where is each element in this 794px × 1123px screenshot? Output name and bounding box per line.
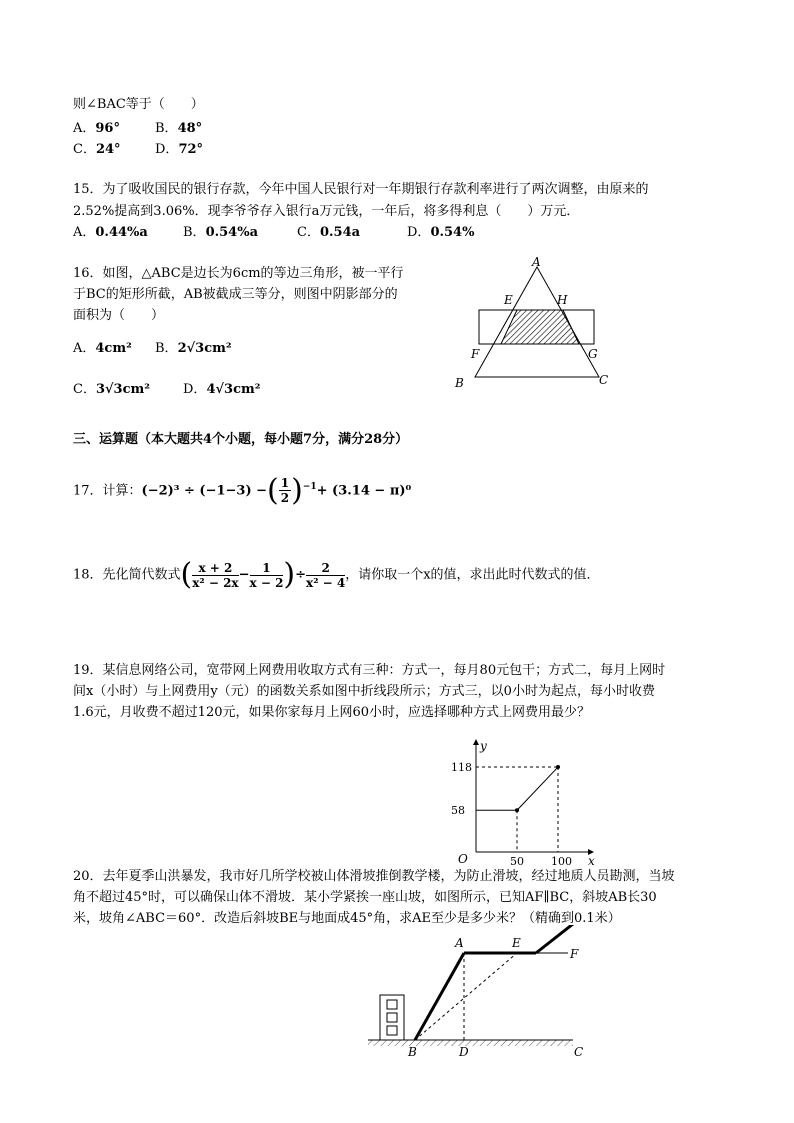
label-B: B: [455, 376, 464, 390]
origin-label: O: [458, 852, 468, 866]
q16-triangle-figure: [445, 250, 625, 395]
q18-expression: 18．先化简代数式( $\frac{x + 2}{\text{x² − 2x}}$ − $\frac{1}{x - 2}$ )÷ $\frac{2}{\text{x² − 4}}$ ，请你取一个x的值，求出此时代数式的值．: [73, 557, 600, 592]
data-point-2: [556, 765, 560, 769]
q14-option-c: C．24°: [73, 142, 121, 157]
q20-line3: 米，坡角∠ABC＝60°．改造后斜坡BE与地面成45°角，求AE至少是多少米？（精确到0.1米）: [73, 911, 621, 926]
shaded-trapezoid: [501, 310, 579, 344]
q16-option-c: C．3√3cm²: [73, 382, 150, 397]
q20-slope-figure: [360, 925, 610, 1065]
q16-option-b: B．2√3cm²: [155, 341, 232, 356]
q16-line2: 于BC的矩形所截，AB被截成三等分，则图中阴影部分的: [73, 287, 398, 302]
q16-option-d: D．4√3cm²: [183, 382, 261, 397]
data-point-1: [515, 808, 519, 812]
school-building: [380, 995, 404, 1040]
q15-line1: 15．为了吸收国民的银行存款，今年中国人民银行对一年期银行存款利率进行了两次调整，由原来的: [73, 182, 649, 197]
label-B: B: [408, 1045, 417, 1059]
x-axis-label: x: [588, 854, 595, 868]
q19-line3: 1.6元，月收费不超过120元，如果你家每月上网60小时，应选择哪种方式上网费用最少？: [73, 705, 591, 720]
label-C: C: [599, 373, 609, 387]
label-F: F: [570, 947, 579, 961]
dashed-be: [415, 953, 517, 1040]
x-tick-label-100: 100: [551, 855, 572, 868]
q19-line2: 间x（小时）与上网费用y（元）的函数关系如图中折线段所示；方式三，以0小时为起点，每小时收费: [73, 684, 655, 699]
series-segment-2: [517, 767, 558, 810]
q15-option-c: C．0.54a: [297, 225, 361, 240]
q16-option-a: A．4cm²: [73, 341, 132, 356]
q14-option-d: D．72°: [155, 142, 204, 157]
q15-option-b: B．0.54%a: [183, 225, 259, 240]
q20-line2: 角不超过45°时，可以确保山体不滑坡．某小学紧挨一座山坡，如图所示，已知AF∥BC，斜坡AB长30: [73, 890, 657, 905]
label-C: C: [574, 1045, 584, 1059]
q19-function-graph: [445, 735, 605, 870]
ground-hatch: [368, 1040, 573, 1046]
label-E: E: [504, 293, 513, 307]
q19-line1: 19．某信息网络公司，宽带网上网费用收取方式有三种：方式一，每月80元包干；方式二，每月上网时: [73, 663, 666, 678]
label-E: E: [512, 936, 521, 950]
section-3-title: 三、运算题（本大题共4个小题，每小题7分，满分28分）: [73, 432, 409, 447]
q14-option-a: A．96°: [73, 121, 120, 136]
q16-line3: 面积为（ ）: [73, 308, 165, 323]
q15-option-a: A．0.44%a: [73, 225, 148, 240]
label-F: F: [471, 347, 480, 361]
label-D: D: [459, 1045, 469, 1059]
y-axis-label: y: [480, 739, 487, 753]
label-H: H: [557, 293, 568, 307]
q14-stem: 则∠BAC等于（ ）: [73, 97, 204, 112]
label-A: A: [455, 936, 464, 950]
q17-expression: 17．计算：(−2)³ ÷ (−1−3) −( $\frac{1}{2}$ )$^{-1}$+ (3.14 − π)⁰: [73, 472, 412, 508]
q20-line1: 20．去年夏季山洪暴发，我市好几所学校被山体滑坡推倒教学楼，为防止滑坡，经过地质人员勘测，当坡: [73, 869, 675, 884]
x-tick-label-50: 50: [510, 855, 524, 868]
q16-line1: 16．如图，△ABC是边长为6cm的等边三角形，被一平行: [73, 266, 404, 281]
y-tick-label-118: 118: [451, 761, 472, 775]
slope-ab: [415, 953, 464, 1040]
q14-option-b: B．48°: [155, 121, 203, 136]
y-tick-label-58: 58: [451, 804, 465, 818]
q15-line2: 2.52%提高到3.06%．现李爷爷存入银行a万元钱，一年后，将多得利息（ ）万元．: [73, 204, 580, 219]
label-A: A: [532, 255, 541, 269]
q15-option-d: D．0.54%: [407, 225, 475, 240]
label-G: G: [588, 347, 598, 361]
